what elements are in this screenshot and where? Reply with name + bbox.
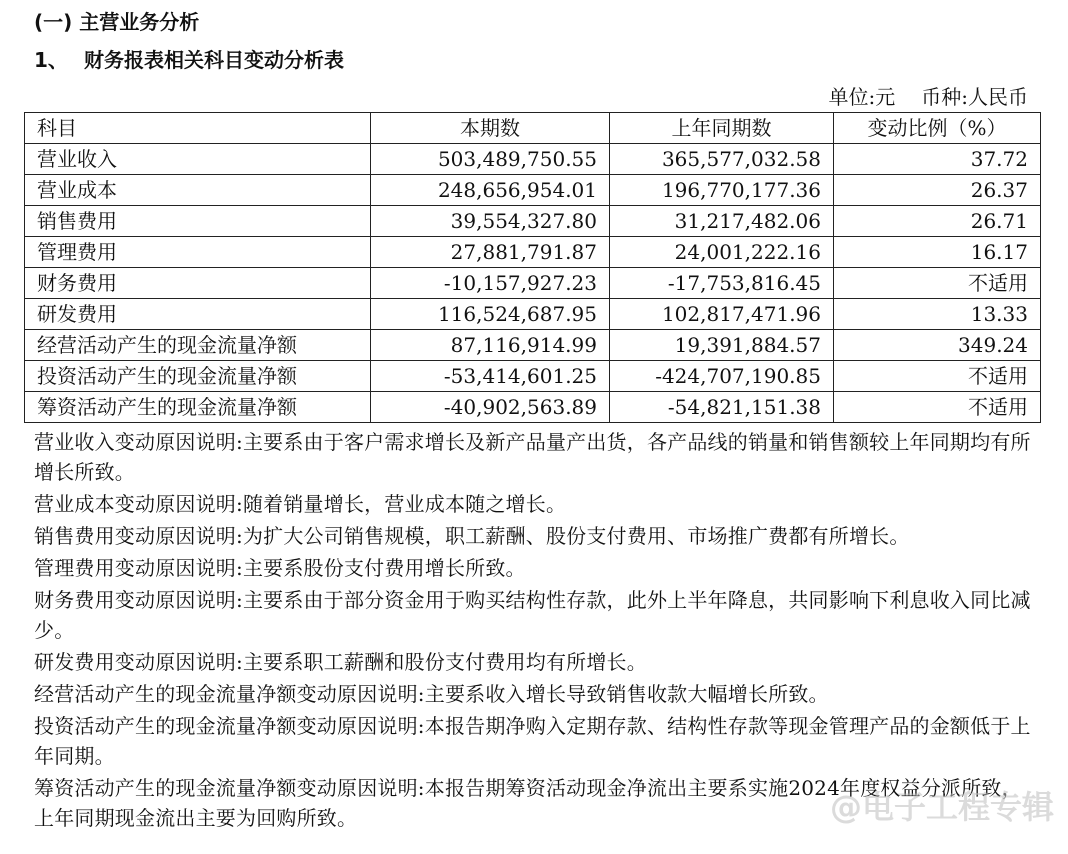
row-ratio: 不适用	[834, 268, 1041, 299]
row-item: 筹资活动产生的现金流量净额	[25, 392, 371, 423]
header-current-period: 本期数	[371, 113, 610, 144]
note-paragraph: 财务费用变动原因说明:主要系由于部分资金用于购买结构性存款，此外上半年降息，共同影响下利息收入同比减少。	[34, 588, 1031, 642]
note-paragraph: 投资活动产生的现金流量净额变动原因说明:本报告期净购入定期存款、结构性存款等现金管理产品的金额低于上年同期。	[34, 714, 1031, 768]
row-current: 87,116,914.99	[371, 330, 610, 361]
row-ratio: 37.72	[834, 144, 1041, 175]
row-prior: -424,707,190.85	[610, 361, 834, 392]
note-paragraph: 管理费用变动原因说明:主要系股份支付费用增长所致。	[34, 556, 526, 580]
table-row	[25, 392, 1041, 423]
note-paragraph: 研发费用变动原因说明:主要系职工薪酬和股份支付费用均有所增长。	[34, 650, 647, 674]
change-explanations	[34, 427, 1034, 835]
financial-change-table	[24, 112, 1041, 423]
row-item: 财务费用	[25, 268, 371, 299]
row-current: -53,414,601.25	[371, 361, 610, 392]
row-current: 116,524,687.95	[371, 299, 610, 330]
row-prior: 196,770,177.36	[610, 175, 834, 206]
row-ratio: 16.17	[834, 237, 1041, 268]
row-item: 经营活动产生的现金流量净额	[25, 330, 371, 361]
row-current: 248,656,954.01	[371, 175, 610, 206]
row-current: 39,554,327.80	[371, 206, 610, 237]
row-current: -10,157,927.23	[371, 268, 610, 299]
row-ratio: 26.71	[834, 206, 1041, 237]
header-item: 科目	[25, 113, 371, 144]
row-prior: -54,821,151.38	[610, 392, 834, 423]
note-paragraph: 经营活动产生的现金流量净额变动原因说明:主要系收入增长导致销售收款大幅增长所致。	[34, 682, 829, 706]
note-paragraph: 筹资活动产生的现金流量净额变动原因说明:本报告期筹资活动现金净流出主要系实施2024年度权益分派所致，上年同期现金流出主要为回购所致。	[34, 776, 1022, 830]
table-title-number: 1、	[34, 48, 68, 72]
row-item: 投资活动产生的现金流量净额	[25, 361, 371, 392]
row-item: 管理费用	[25, 237, 371, 268]
row-ratio: 26.37	[834, 175, 1041, 206]
unit-line	[829, 82, 1029, 112]
row-ratio: 349.24	[834, 330, 1041, 361]
table-row	[25, 299, 1041, 330]
table-row	[25, 361, 1041, 392]
table-title	[34, 44, 344, 76]
table-row	[25, 237, 1041, 268]
table-title-text: 财务报表相关科目变动分析表	[84, 48, 344, 72]
row-current: 503,489,750.55	[371, 144, 610, 175]
row-ratio: 13.33	[834, 299, 1041, 330]
note-paragraph: 营业成本变动原因说明:随着销量增长，营业成本随之增长。	[34, 492, 567, 516]
row-item: 营业收入	[25, 144, 371, 175]
row-prior: 102,817,471.96	[610, 299, 834, 330]
row-prior: 19,391,884.57	[610, 330, 834, 361]
header-change-ratio: 变动比例（%）	[834, 113, 1041, 144]
row-current: -40,902,563.89	[371, 392, 610, 423]
watermark: @电子工程专辑	[829, 788, 1054, 826]
unit-label: 单位:元	[828, 85, 896, 109]
row-item: 营业成本	[25, 175, 371, 206]
table-header-row	[25, 113, 1041, 144]
row-prior: -17,753,816.45	[610, 268, 834, 299]
table-row	[25, 330, 1041, 361]
note-paragraph: 营业收入变动原因说明:主要系由于客户需求增长及新产品量产出货，各产品线的销量和销售额较上年同期均有所增长所致。	[34, 430, 1031, 484]
row-prior: 365,577,032.58	[610, 144, 834, 175]
row-ratio: 不适用	[834, 361, 1041, 392]
row-prior: 24,001,222.16	[610, 237, 834, 268]
currency-label: 币种:人民币	[921, 85, 1028, 109]
row-prior: 31,217,482.06	[610, 206, 834, 237]
row-item: 销售费用	[25, 206, 371, 237]
table-row	[25, 144, 1041, 175]
section-title: (一) 主营业务分析	[34, 10, 200, 34]
table-row	[25, 268, 1041, 299]
note-paragraph: 销售费用变动原因说明:为扩大公司销售规模，职工薪酬、股份支付费用、市场推广费都有所增长。	[34, 524, 910, 548]
row-ratio: 不适用	[834, 392, 1041, 423]
header-prior-period: 上年同期数	[610, 113, 834, 144]
row-item: 研发费用	[25, 299, 371, 330]
row-current: 27,881,791.87	[371, 237, 610, 268]
table-row	[25, 175, 1041, 206]
table-row	[25, 206, 1041, 237]
